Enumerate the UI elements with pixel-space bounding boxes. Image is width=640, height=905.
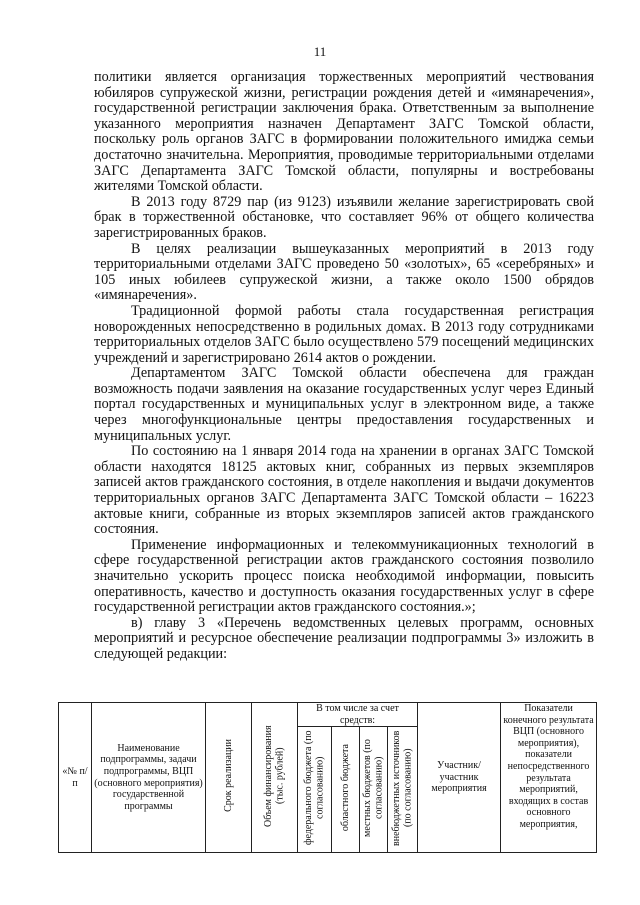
header-number: «№ п/п bbox=[59, 703, 92, 853]
header-group-sources: В том числе за счет средств: bbox=[298, 703, 418, 727]
paragraph: В целях реализации вышеуказанных мероприятий в 2013 году территориальными отделами ЗАГС проведено 50 «золотых», 65 «серебряных» и 105 иных юбилеев супружеской жизни, а также около 1500 обрядов «имянаречения». bbox=[94, 240, 594, 304]
paragraph: Департаментом ЗАГС Томской области обеспечена для граждан возможность подачи заявления на оказание государственных услуг через Единый портал государственных и муниципальных услуг в электронном виде, а также через многофункциональные центры предоставления государственных и муниципальных услуг. bbox=[94, 365, 594, 444]
header-local-label: местных бюджетов (по согласованию) bbox=[362, 738, 385, 837]
paragraph: Традиционной формой работы стала государственная регистрация новорожденных непосредственно в родильных домах. В 2013 году сотрудниками территориальных отделов ЗАГС было осуществлено 579 посещений медицинских учреждений и зарегистрировано 2614 актов о рождении. bbox=[94, 302, 594, 366]
page-number: 11 bbox=[313, 44, 327, 59]
header-term bbox=[206, 703, 252, 853]
paragraph: политики является организация торжественных мероприятий чествования юбиляров супружеской жизни, регистрации рождения детей и «имянаречения», государственной регистрации заключения брака. Ответственным за выполнение указанного мероприятия назначен Департамент ЗАГС Томской области, поскольку роль органов ЗАГС в формировании положительного имиджа семьи достаточно значительна. Мероприятия, проводимые территориальными отделами ЗАГС Департамента ЗАГС Томской области, популярны и востребованы жителями Томской области. bbox=[94, 69, 594, 195]
header-participant: Участник/ участник мероприятия bbox=[418, 703, 501, 853]
paragraph: В 2013 году 8729 пар (из 9123) изъявили желание зарегистрировать свой брак в торжественной обстановке, что составляет 96% от общего количества зарегистрированных браков. bbox=[94, 193, 594, 241]
header-federal bbox=[298, 727, 332, 853]
program-table bbox=[58, 702, 596, 853]
program-table-header bbox=[58, 702, 597, 853]
header-indicators: Показатели конечного результата ВЦП (основного мероприятия), показатели непосредственного результата мероприятий, входящих в состав основного мероприятия, bbox=[501, 703, 597, 853]
header-name: Наименование подпрограммы, задачи подпрограммы, ВЦП (основного мероприятия) государственной программы bbox=[92, 703, 206, 853]
paragraph: По состоянию на 1 января 2014 года на хранении в органах ЗАГС Томской области находятся 18125 актовых книг, собранных из первых экземпляров записей актов гражданского состояния, в отделе накопления и выдачи документов территориальных органов ЗАГС Департамента ЗАГС Томской области – 16223 актовые книги, собранные из вторых экземпляров записей актов гражданского состояния. bbox=[94, 443, 594, 538]
header-regional bbox=[332, 727, 360, 853]
paragraph: Применение информационных и телекоммуникационных технологий в сфере государственной регистрации актов гражданского состояния позволило значительно ускорить процесс поиска необходимой информации, повысить оперативность, качество и доступность оказания государственных услуг в сфере государственной регистрации актов гражданского состояния.»; bbox=[94, 536, 594, 616]
header-volume bbox=[252, 703, 298, 853]
header-local bbox=[360, 727, 388, 853]
header-extra bbox=[388, 727, 418, 853]
paragraph: в) главу 3 «Перечень ведомственных целевых программ, основных мероприятий и ресурсное обеспечение реализации подпрограммы 3» изложить в следующей редакции: bbox=[94, 614, 594, 662]
header-volume-label: Объем финансирования (тыс. рублей) bbox=[263, 725, 286, 827]
header-federal-label: федерального бюджета (по согласованию) bbox=[303, 730, 326, 846]
header-regional-label: областного бюджета bbox=[339, 744, 351, 832]
header-term-label: Срок реализации bbox=[222, 739, 234, 813]
body-text bbox=[94, 70, 594, 663]
header-extra-label: внебюджетных источников (по согласованию) bbox=[391, 730, 414, 846]
